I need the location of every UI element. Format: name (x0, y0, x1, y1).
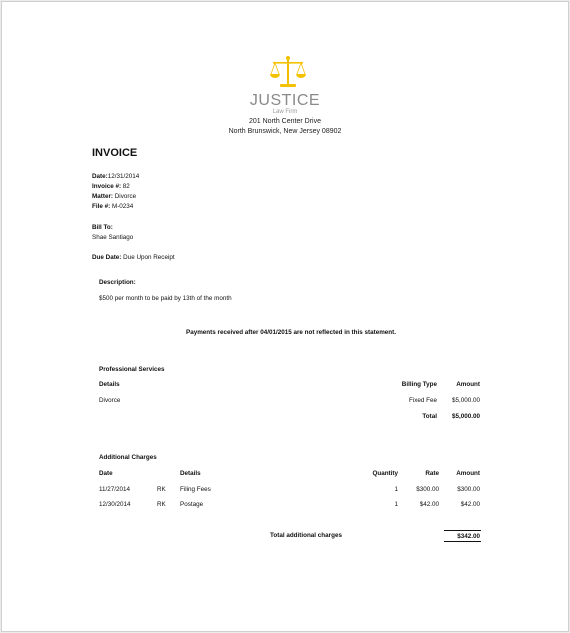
invoice-title: INVOICE (92, 147, 138, 159)
ac-header-quantity: Quantity (372, 470, 398, 477)
ps-total-label: Total (422, 413, 437, 420)
ac-row1-date: 11/27/2014 (99, 486, 131, 493)
ac-row2-date: 12/30/2014 (99, 501, 131, 508)
invoice-number: Invoice #: 82 (92, 183, 130, 190)
firm-address-line1: 201 North Center Drive (249, 118, 321, 125)
due-date: Due Date: Due Upon Receipt (92, 254, 175, 261)
ac-total-value: $342.00 (457, 533, 480, 540)
ac-row2-amount: $42.00 (460, 501, 480, 508)
total-underline (444, 541, 481, 542)
firm-address-line2: North Brunswick, New Jersey 08902 (228, 128, 342, 135)
bill-to-name: Shae Santiago (92, 234, 134, 241)
ac-row1-details: Filing Fees (180, 486, 211, 493)
total-divider (444, 530, 481, 531)
firm-name: JUSTICE (249, 92, 321, 109)
ps-total-value: $5,000.00 (451, 413, 480, 420)
ac-header-details: Details (180, 470, 201, 477)
ps-header-amount: Amount (456, 381, 480, 388)
ac-row2-details: Postage (180, 501, 204, 508)
description-label: Description: (99, 279, 136, 286)
scales-of-justice-logo (268, 55, 308, 89)
ac-header-date: Date (99, 470, 113, 477)
additional-charges-heading: Additional Charges (99, 454, 157, 461)
ac-row1-rate: $300.00 (416, 486, 439, 493)
professional-services-heading: Professional Services (99, 366, 165, 373)
ps-header-details: Details (99, 381, 120, 388)
ac-total-label: Total additional charges (270, 532, 342, 539)
ac-row2-initials: RK (157, 501, 166, 508)
firm-subtitle: Law Firm (272, 109, 298, 115)
ac-row2-rate: $42.00 (419, 501, 439, 508)
ac-header-amount: Amount (456, 470, 480, 477)
ac-row1-amount: $300.00 (457, 486, 480, 493)
invoice-date: Date:12/31/2014 (92, 173, 140, 180)
ps-header-billing-type: Billing Type (401, 381, 437, 388)
invoice-file: File #: M-0234 (92, 203, 134, 210)
description-text: $500 per month to be paid by 13th of the month (99, 295, 232, 302)
bill-to-label: Bill To: (92, 224, 113, 231)
ac-row2-quantity: 1 (394, 501, 398, 508)
ac-row1-initials: RK (157, 486, 166, 493)
invoice-matter: Matter: Divorce (92, 193, 137, 200)
ac-row1-quantity: 1 (394, 486, 398, 493)
payment-notice: Payments received after 04/01/2015 are not reflected in this statement. (186, 329, 396, 336)
ps-row-details: Divorce (99, 397, 121, 404)
ac-header-rate: Rate (425, 470, 439, 477)
ps-row-billing-type: Fixed Fee (409, 397, 437, 404)
ps-row-amount: $5,000.00 (451, 397, 480, 404)
